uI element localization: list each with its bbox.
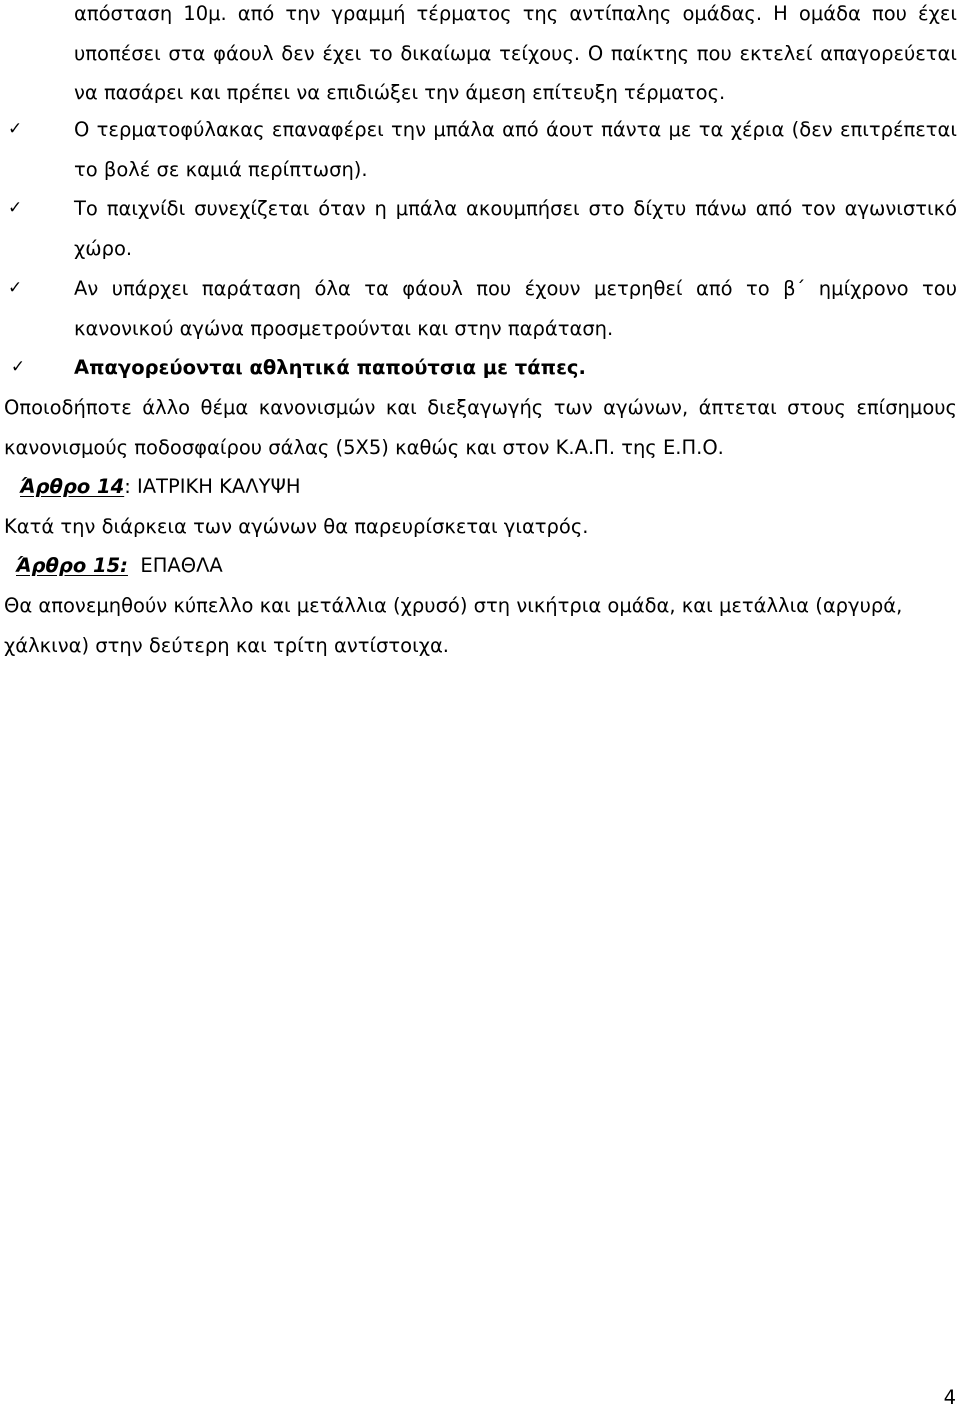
general-rule-paragraph: Οποιοδήποτε άλλο θέμα κανονισμών και διεξαγωγής των αγώνων, άπτεται στους επίσημους κανονισμούς ποδοσφαίρου σάλας (5Χ5) καθώς και στον Κ.Α.Π. της Ε.Π.Ο. [4,396,957,459]
bullet-item-shoes [10,348,957,388]
bullet-item-goalkeeper [8,110,957,189]
article-15-text: Θα απονεμηθούν κύπελλο και μετάλλια (χρυσό) στη νικήτρια ομάδα, και μετάλλια (αργυρά, χάλκινα) στην δεύτερη και τρίτη αντίστοιχα. [4,594,903,657]
page-number: 4 [943,1386,956,1409]
article-15-heading [16,546,957,586]
article-14-heading [20,467,957,507]
checkmark-icon: ✓ [8,278,23,298]
article-15-label: Άρθρο 15: [16,554,128,577]
bullet-text: Το παιχνίδι συνεχίζεται όταν η μπάλα ακουμπήσει στο δίχτυ πάνω από τον αγωνιστικό χώρο. [74,197,957,260]
article-14-text: Κατά την διάρκεια των αγώνων θα παρευρίσκεται γιατρός. [4,515,589,538]
article-15-title: ΕΠΑΘΛΑ [140,554,223,577]
bullet-text: Αν υπάρχει παράταση όλα τα φάουλ που έχουν μετρηθεί από το β΄ ημίχρονο του κανονικού αγώνα προσμετρούνται και στην παράταση. [74,277,957,340]
article-14-label: Άρθρο 14 [20,475,125,498]
bullet-text: Απαγορεύονται αθλητικά παπούτσια με τάπες. [74,356,586,379]
bullet-item-net [8,189,957,268]
intro-paragraph: απόσταση 10μ. από την γραμμή τέρματος της αντίπαλης ομάδας. Η ομάδα που έχει υποπέσει στα φάουλ δεν έχει το δικαίωμα τείχους. Ο παίκτης που εκτελεί απαγορεύεται να πασάρει και πρέπει να επιδιώξει την άμεση επίτευξη τέρματος. [74,2,957,105]
bullet-item-extra-time [8,269,957,348]
checkmark-icon: ✓ [10,357,26,377]
article-14-title: ΙΑΤΡΙΚΗ ΚΑΛΥΨΗ [136,475,301,498]
checkmark-icon: ✓ [8,119,23,139]
bullet-text: Ο τερματοφύλακας επαναφέρει την μπάλα από άουτ πάντα με τα χέρια (δεν επιτρέπεται το βολέ σε καμιά περίπτωση). [74,118,957,181]
checkmark-icon: ✓ [8,198,23,218]
article-14-separator: : [124,475,131,498]
